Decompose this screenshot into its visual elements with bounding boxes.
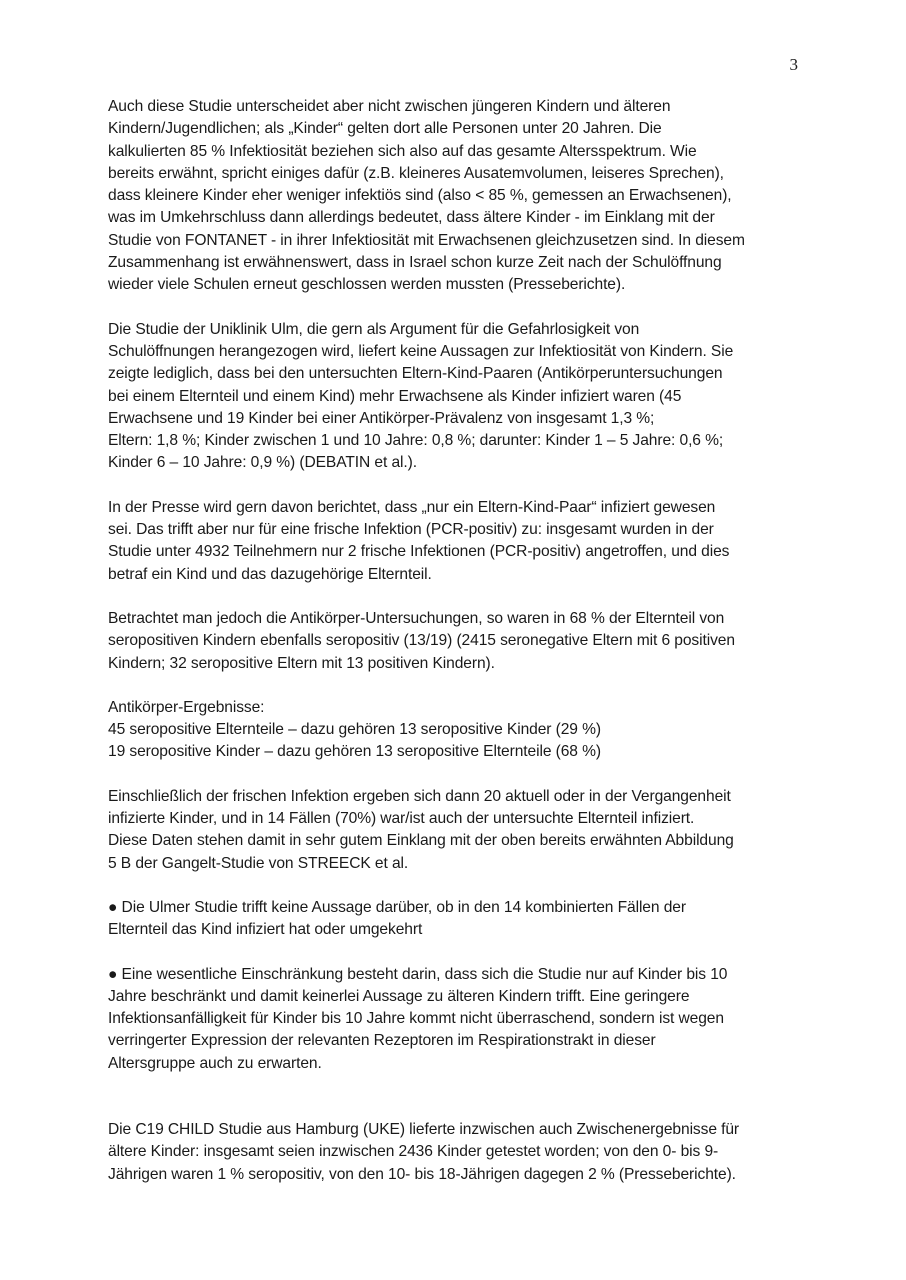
text-line: infizierte Kinder, und in 14 Fällen (70%) war/ist auch der untersuchte Elternteil infiziert. [108, 810, 695, 828]
text-line: Auch diese Studie unterscheidet aber nicht zwischen jüngeren Kindern und älteren [108, 98, 671, 115]
text-line: Die Studie der Uniklinik Ulm, die gern als Argument für die Gefahrlosigkeit von [108, 320, 640, 338]
text-line: In der Presse wird gern davon berichtet, dass „nur ein Eltern-Kind-Paar“ infiziert gewesen [108, 498, 716, 516]
text-line: Antikörper-Ergebnisse: [108, 698, 265, 716]
page-number: 3 [789, 55, 798, 74]
text-line: bereits erwähnt, spricht einiges dafür (z.B. kleineres Ausatemvolumen, leiseres Sprechen), [108, 164, 724, 182]
text-line: Kinder 6 – 10 Jahre: 0,9 %) (DEBATIN et al.). [108, 454, 417, 472]
text-line: Studie von FONTANET - in ihrer Infektiosität mit Erwachsenen gleichzusetzen sind. In diesem [108, 231, 745, 249]
paragraph-c19-child-study [108, 1119, 808, 1186]
text-line: 5 B der Gangelt-Studie von STREECK et al. [108, 854, 409, 872]
text-line: Infektionsanfälligkeit für Kinder bis 10 Jahre kommt nicht überraschend, sondern ist wegen [108, 1010, 724, 1028]
bullet-age-limitation [108, 964, 808, 1075]
text-line: sei. Das trifft aber nur für eine frische Infektion (PCR-positiv) zu: insgesamt wurden in der [108, 521, 714, 539]
text-line: Jahre beschränkt und damit keinerlei Aussage zu älteren Kindern trifft. Eine geringere [108, 987, 690, 1005]
text-line: ● Die Ulmer Studie trifft keine Aussage darüber, ob in den 14 kombinierten Fällen der [108, 898, 686, 916]
text-line: dass kleinere Kinder eher weniger infektiös sind (also < 85 %, gemessen an Erwachsenen), [108, 187, 732, 205]
blank-line [108, 1097, 808, 1119]
bullet-no-direction [108, 897, 808, 942]
document-body [108, 96, 808, 1208]
text-line: Jährigen waren 1 % seropositiv, von den 10- bis 18-Jährigen dagegen 2 % (Presseberichte). [108, 1165, 736, 1183]
text-line: ● Eine wesentliche Einschränkung besteht darin, dass sich die Studie nur auf Kinder bis 10 [108, 965, 728, 983]
text-line: Die C19 CHILD Studie aus Hamburg (UKE) lieferte inzwischen auch Zwischenergebnisse für [108, 1120, 740, 1138]
text-line: Zusammenhang ist erwähnenswert, dass in Israel schon kurze Zeit nach der Schulöffnung [108, 254, 722, 272]
text-line: was im Umkehrschluss dann allerdings bedeutet, dass ältere Kinder - im Einklang mit der [108, 209, 715, 227]
text-line: Kindern; 32 seropositive Eltern mit 13 positiven Kindern). [108, 654, 495, 672]
text-line: Betrachtet man jedoch die Antikörper-Untersuchungen, so waren in 68 % der Elternteil von [108, 609, 725, 627]
text-line: Erwachsene und 19 Kinder bei einer Antikörper-Prävalenz von insgesamt 1,3 %; [108, 409, 655, 427]
text-line: Altersgruppe auch zu erwarten. [108, 1054, 322, 1072]
text-line: Einschließlich der frischen Infektion ergeben sich dann 20 aktuell oder in der Vergangenheit [108, 787, 731, 805]
paragraph-ulm-study [108, 319, 808, 475]
paragraph-israel-schools [108, 96, 808, 297]
text-line: wieder viele Schulen erneut geschlossen werden mussten (Presseberichte). [108, 276, 626, 294]
text-line: Schulöffnungen herangezogen wird, liefert keine Aussagen zur Infektiosität von Kindern. Sie [108, 342, 734, 360]
text-line: ältere Kinder: insgesamt seien inzwischen 2436 Kinder getestet worden; von den 0- bis 9- [108, 1143, 719, 1161]
text-line: bei einem Elternteil und einem Kind) mehr Erwachsene als Kinder infiziert waren (45 [108, 387, 682, 405]
paragraph-antibody-results [108, 697, 808, 764]
text-line: 19 seropositive Kinder – dazu gehören 13 seropositive Elternteile (68 %) [108, 743, 601, 761]
text-line: Diese Daten stehen damit in sehr gutem Einklang mit der oben bereits erwähnten Abbildung [108, 832, 734, 850]
paragraph-fresh-infection [108, 786, 808, 875]
text-line: kalkulierten 85 % Infektiosität beziehen sich also auf das gesamte Altersspektrum. Wie [108, 142, 697, 160]
text-line: Eltern: 1,8 %; Kinder zwischen 1 und 10 Jahre: 0,8 %; darunter: Kinder 1 – 5 Jahre: 0,6 %; [108, 432, 724, 450]
text-line: betraf ein Kind und das dazugehörige Elternteil. [108, 565, 432, 583]
paragraph-press-reports [108, 497, 808, 586]
text-line: seropositiven Kindern ebenfalls seropositiv (13/19) (2415 seronegative Eltern mit 6 positiven [108, 632, 735, 650]
text-line: Kindern/Jugendlichen; als „Kinder“ gelten dort alle Personen unter 20 Jahren. Die [108, 120, 662, 138]
text-line: Studie unter 4932 Teilnehmern nur 2 frische Infektionen (PCR-positiv) angetroffen, und dies [108, 543, 730, 561]
text-line: Elternteil das Kind infiziert hat oder umgekehrt [108, 921, 423, 939]
text-line: 45 seropositive Elternteile – dazu gehören 13 seropositive Kinder (29 %) [108, 721, 601, 739]
paragraph-antibody-analysis [108, 608, 808, 675]
text-line: verringerter Expression der relevanten Rezeptoren im Respirationstrakt in dieser [108, 1032, 656, 1050]
text-line: zeigte lediglich, dass bei den untersuchten Eltern-Kind-Paaren (Antikörperuntersuchungen [108, 365, 723, 383]
